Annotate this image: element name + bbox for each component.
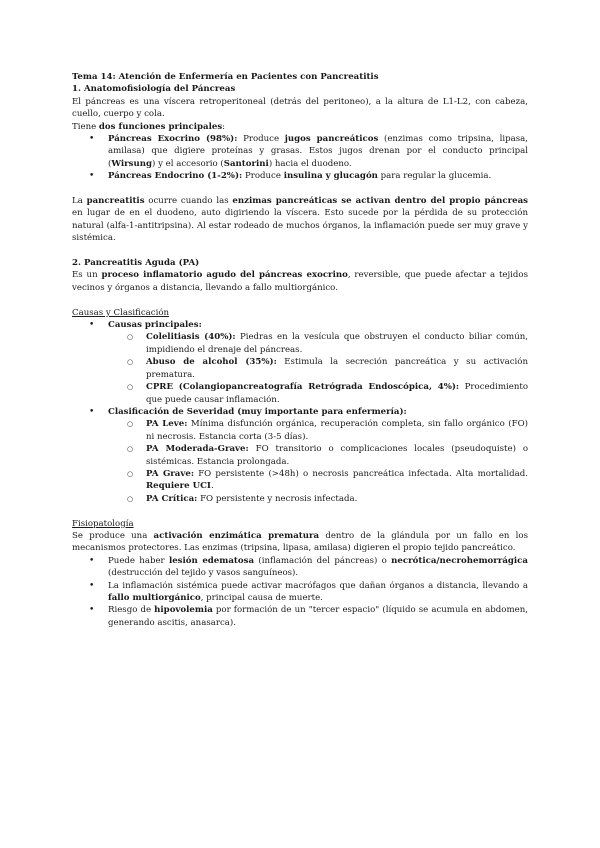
acute-definition: Es un proceso inflamatorio agudo del páncreas exocrino, reversible, que puede afectar a tejidos vecinos y órganos a distancia, llevando a fallo multiorgánico. xyxy=(72,270,528,293)
subheading-causes: Causas y Clasificación xyxy=(72,307,170,318)
physiopathology-paragraph: Se produce una activación enzimática prematura dentro de la glándula por un fallo en los mecanismos protectores. Las enzimas (tripsina, lipasa, amilasa) digieren el propio tejido pancreático. xyxy=(72,530,528,554)
list-item-cause: ○ Abuso de alcohol (35%): Estimula la secreción pancreática y su activación prematura. xyxy=(72,356,528,381)
list-item-hypovolemia: • Riesgo de hipovolemia por formación de un "tercer espacio" (líquido se acumula en abdomen, generando ascitis, anasarca). xyxy=(72,604,528,629)
list-item-severity-level: ○ PA Moderada-Grave: FO transitorio o complicaciones locales (pseudoquiste) o sistémicas. Estancia prolongada. xyxy=(72,443,528,468)
list-item-cause: ○ CPRE (Colangiopancreatografía Retrógrada Endoscópica, 4%): Procedimiento que puede causar inflamación. xyxy=(72,381,528,406)
list-item-severity-level: ○ PA Grave: FO persistente (>48h) o necrosis pancreática infectada. Alta mortalidad. Requiere UCI. xyxy=(72,468,528,493)
subheading-physiopathology: Fisiopatología xyxy=(72,518,134,529)
section-heading-acute: 2. Pancreatitis Aguda (PA) xyxy=(72,258,200,269)
list-item-endocrine: • Páncreas Endocrino (1-2%): Produce insulina y glucagón para regular la glucemia. xyxy=(72,170,528,182)
causes-sublist xyxy=(108,331,528,405)
pancreatitis-definition: La pancreatitis ocurre cuando las enzimas pancreáticas se activan dentro del propio páncreas en lugar de en el duodeno, auto digiriendo la víscera. Esto sucede por la pérdida de su protección natural (alfa-1-antitripsina). Al estar rodeado de muchos órganos, la inflamación puede ser muy grave y sistémica. xyxy=(72,196,528,244)
anatomy-intro: El páncreas es una víscera retroperitoneal (detrás del peritoneo), a la altura de L1-L2, con cabeza, cuello, cuerpo y cola. xyxy=(72,96,528,120)
list-item-exocrine: • Páncreas Exocrino (98%): Produce jugos pancreáticos (enzimas como tripsina, lipasa, amilasa) que digiere proteínas y grasas. Estos jugos drenan por el conducto principal (Wirsung) y el accesorio (Santorini) hacia el duodeno. xyxy=(72,133,528,170)
severity-sublist xyxy=(108,418,528,505)
functions-intro: Tiene dos funciones principales: xyxy=(72,121,226,132)
causes-list xyxy=(72,319,528,505)
list-item-cause: ○ Colelitiasis (40%): Piedras en la vesícula que obstruyen el conducto biliar común, impidiendo el drenaje del páncreas. xyxy=(72,331,528,356)
list-item-severity: • Clasificación de Severidad (muy importante para enfermería): ○ PA Leve: Mínima disfunción orgánica, recuperación completa, sin fallo orgánico (FO) ni necrosis. Estancia corta (3-5 días). ○ PA Moderada-Grave: FO transitorio o complicaciones locales (pseudoquiste) o sistémicas. Estancia prolongada. ○ PA Grave: FO persistente (>48h) o necrosis pancreática infectada. Alta mortalidad. Requiere UCI. ○ PA Crítica: FO persistente y necrosis infectada. xyxy=(72,406,528,505)
physiopathology-list xyxy=(72,555,528,629)
document-title: Tema 14: Atención de Enfermería en Pacientes con Pancreatitis xyxy=(72,72,379,82)
list-item-lesion: • Puede haber lesión edematosa (inflamación del páncreas) o necrótica/necrohemorrágica (destrucción del tejido y vasos sanguíneos). xyxy=(72,555,528,580)
list-item-systemic: • La inflamación sistémica puede activar macrófagos que dañan órganos a distancia, llevando a fallo multiorgánico, principal causa de muerte. xyxy=(72,580,528,605)
list-item-causes: • Causas principales: ○ Colelitiasis (40%): Piedras en la vesícula que obstruyen el conducto biliar común, impidiendo el drenaje del páncreas. ○ Abuso de alcohol (35%): Estimula la secreción pancreática y su activación prematura. ○ CPRE (Colangiopancreatografía Retrógrada Endoscópica, 4%): Procedimiento que puede causar inflamación. xyxy=(72,319,528,406)
list-item-severity-level: ○ PA Crítica: FO persistente y necrosis infectada. xyxy=(72,493,528,505)
section-heading-anatomy: 1. Anatomofisiología del Páncreas xyxy=(72,84,236,95)
functions-list xyxy=(72,133,528,183)
list-item-severity-level: ○ PA Leve: Mínima disfunción orgánica, recuperación completa, sin fallo orgánico (FO) ni necrosis. Estancia corta (3-5 días). xyxy=(72,418,528,443)
